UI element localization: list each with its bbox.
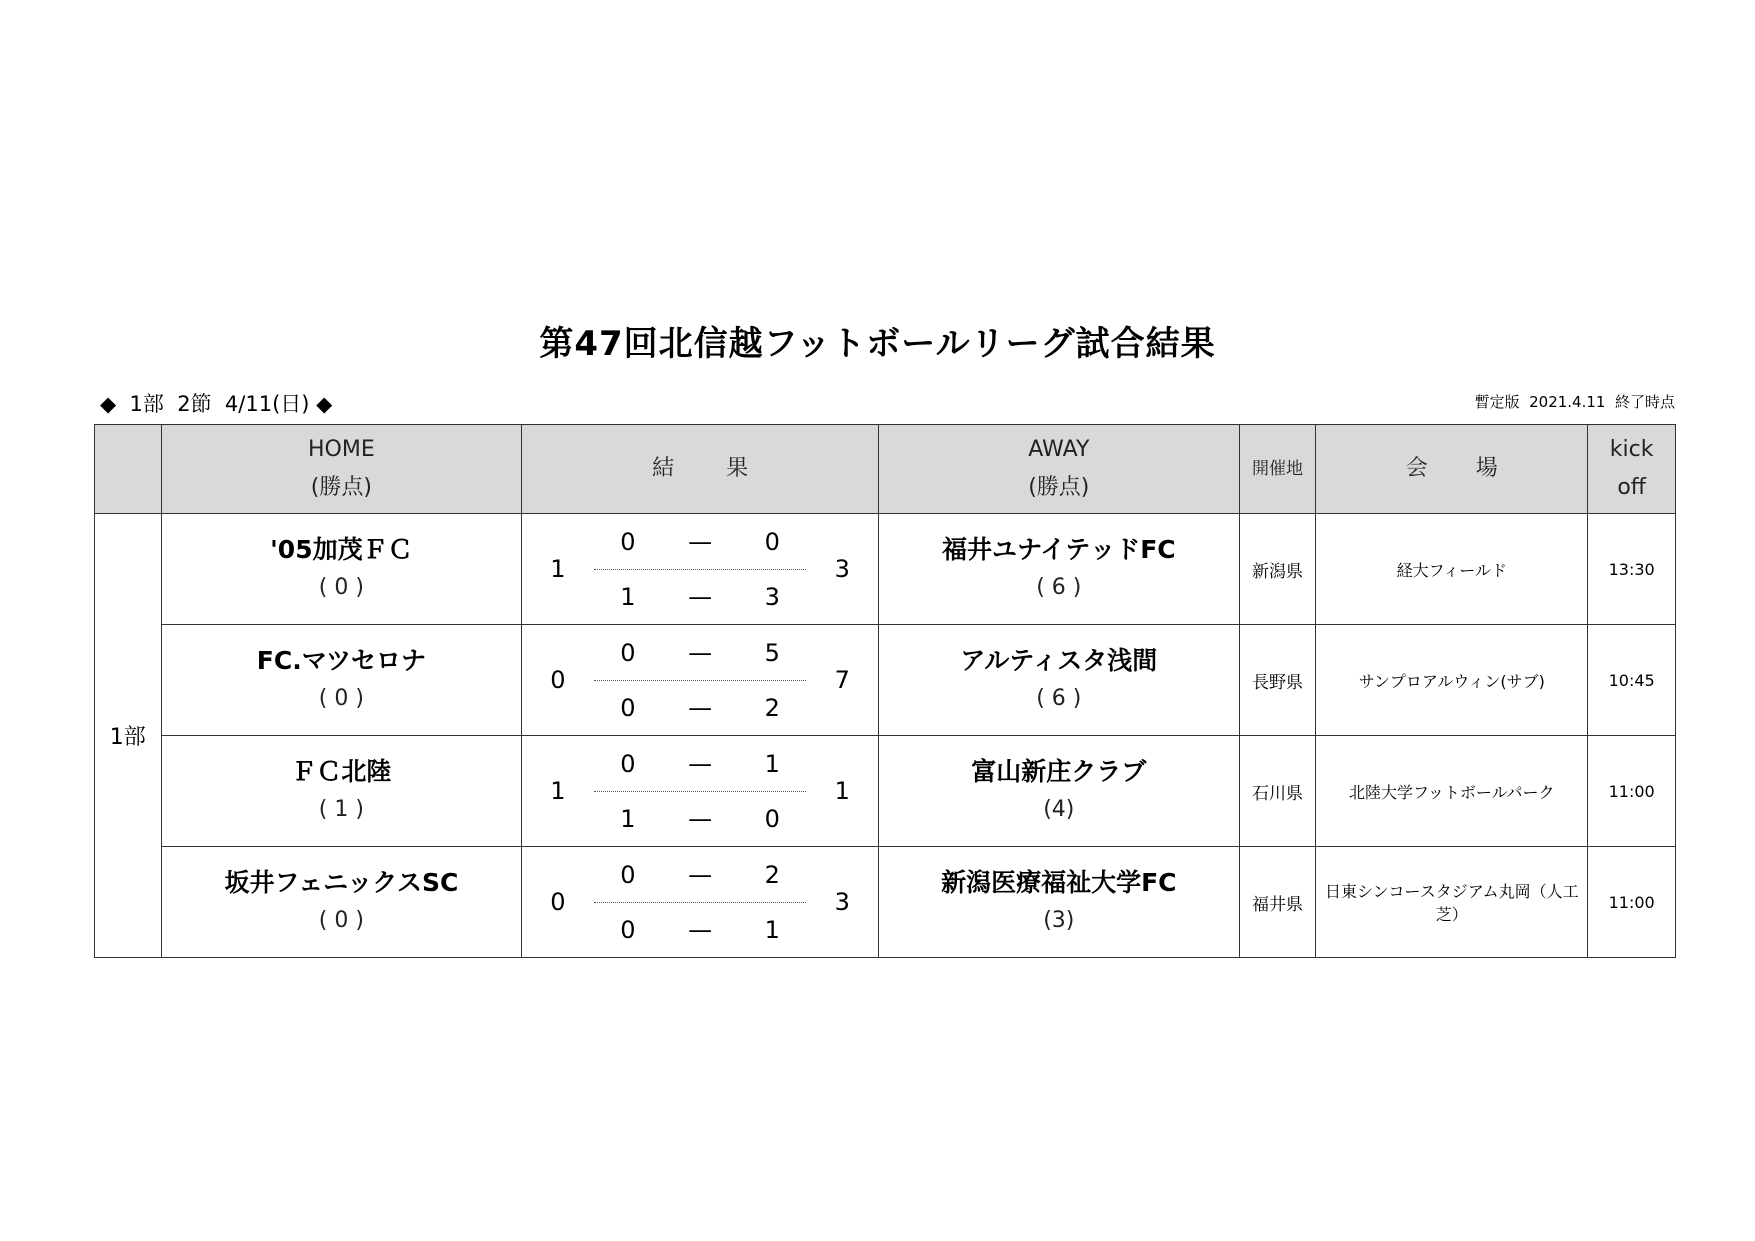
home-points: ( 0 ) [318, 575, 364, 600]
first-half-away: 0 [764, 527, 780, 556]
header-kickoff-line1: kick [1609, 437, 1654, 462]
second-half-away: 1 [764, 915, 780, 944]
first-half [594, 847, 806, 903]
first-half-away: 5 [764, 638, 780, 667]
first-half-home: 0 [620, 860, 636, 889]
home-total-score: 1 [550, 777, 566, 805]
second-half [594, 902, 806, 957]
away-points: (3) [1043, 908, 1075, 933]
header-kickoff-line2: off [1617, 475, 1646, 500]
away-team: 福井ユナイテッドFC [941, 535, 1176, 564]
away-total-score: 3 [834, 888, 850, 916]
away-team-cell [878, 514, 1239, 625]
away-total-score: 3 [834, 555, 850, 583]
round-info: ◆ 1部 2節 4/11(日) ◆ [100, 392, 333, 416]
home-points: ( 0 ) [318, 686, 364, 711]
header-home-label: HOME [307, 437, 375, 462]
region-cell: 新潟県 [1239, 514, 1316, 625]
kickoff-cell: 10:45 [1588, 625, 1676, 736]
score-dash: — [688, 915, 713, 944]
match-row [95, 514, 1676, 625]
away-points: (4) [1043, 797, 1075, 822]
region-cell: 石川県 [1239, 736, 1316, 847]
header-home [161, 425, 522, 514]
home-team: '05加茂ＦＣ [270, 535, 413, 564]
status-note: 暫定版 2021.4.11 終了時点 [1474, 393, 1675, 411]
home-points: ( 0 ) [318, 908, 364, 933]
second-half-home: 1 [620, 804, 636, 833]
second-half-away: 2 [764, 693, 780, 722]
page-title: 第47回北信越フットボールリーグ試合結果 [539, 324, 1216, 364]
home-total-score: 0 [550, 888, 566, 916]
home-total-score: 1 [550, 555, 566, 583]
header-venue: 会場 [1316, 425, 1588, 514]
first-half-home: 0 [620, 527, 636, 556]
kickoff-cell: 13:30 [1588, 514, 1676, 625]
venue-cell: サンプロアルウィン(サブ) [1316, 625, 1588, 736]
first-half [594, 625, 806, 681]
kickoff-cell: 11:00 [1588, 736, 1676, 847]
home-team-cell [161, 625, 522, 736]
away-points: ( 6 ) [1036, 686, 1082, 711]
first-half-away: 2 [764, 860, 780, 889]
second-half-home: 0 [620, 915, 636, 944]
away-team-cell [878, 847, 1239, 958]
half-scores [594, 736, 806, 846]
kickoff-cell: 11:00 [1588, 847, 1676, 958]
score-dash: — [688, 582, 713, 611]
header-away-label: AWAY [1028, 437, 1090, 462]
first-half-home: 0 [620, 638, 636, 667]
away-team-cell [878, 625, 1239, 736]
header-region: 開催地 [1239, 425, 1316, 514]
score-dash: — [688, 638, 713, 667]
away-team: 新潟医療福祉大学FC [941, 868, 1177, 897]
home-team-cell [161, 847, 522, 958]
home-points: ( 1 ) [318, 797, 364, 822]
home-team-cell [161, 514, 522, 625]
header-result: 結果 [522, 425, 879, 514]
home-team: 坂井フェニックスSC [224, 868, 459, 897]
score-dash: — [688, 860, 713, 889]
score-dash: — [688, 804, 713, 833]
result-cell [522, 514, 879, 625]
result-cell [522, 847, 879, 958]
away-team-cell [878, 736, 1239, 847]
header-away-points: (勝点) [1028, 475, 1090, 500]
header-division [95, 425, 162, 514]
venue-cell: 日東シンコースタジアム丸岡（人工芝） [1316, 847, 1588, 958]
away-total-score: 1 [834, 777, 850, 805]
second-half [594, 680, 806, 735]
match-row [95, 847, 1676, 958]
score-dash: — [688, 749, 713, 778]
result-cell [522, 736, 879, 847]
away-points: ( 6 ) [1036, 575, 1082, 600]
first-half [594, 514, 806, 570]
half-scores [594, 625, 806, 735]
header-row [95, 425, 1676, 514]
region-cell: 福井県 [1239, 847, 1316, 958]
first-half-away: 1 [764, 749, 780, 778]
away-total-score: 7 [834, 666, 850, 694]
home-total-score: 0 [550, 666, 566, 694]
second-half-home: 1 [620, 582, 636, 611]
first-half-home: 0 [620, 749, 636, 778]
home-team: ＦＣ北陸 [291, 757, 392, 786]
result-cell [522, 625, 879, 736]
score-dash: — [688, 527, 713, 556]
venue-cell: 経大フィールド [1316, 514, 1588, 625]
header-home-points: (勝点) [310, 475, 372, 500]
away-team: 富山新庄クラブ [971, 757, 1147, 786]
score-dash: — [688, 693, 713, 722]
division-cell: 1部 [95, 514, 162, 958]
second-half [594, 791, 806, 846]
first-half [594, 736, 806, 792]
header-kickoff [1588, 425, 1676, 514]
match-row [95, 625, 1676, 736]
second-half-home: 0 [620, 693, 636, 722]
second-half-away: 0 [764, 804, 780, 833]
second-half [594, 569, 806, 624]
header-away [878, 425, 1239, 514]
home-team: FC.マツセロナ [256, 646, 426, 675]
half-scores [594, 847, 806, 957]
home-team-cell [161, 736, 522, 847]
second-half-away: 3 [764, 582, 780, 611]
half-scores [594, 514, 806, 624]
results-table [94, 424, 1676, 958]
region-cell: 長野県 [1239, 625, 1316, 736]
away-team: アルティスタ浅間 [960, 646, 1158, 675]
match-row [95, 736, 1676, 847]
venue-cell: 北陸大学フットボールパーク [1316, 736, 1588, 847]
